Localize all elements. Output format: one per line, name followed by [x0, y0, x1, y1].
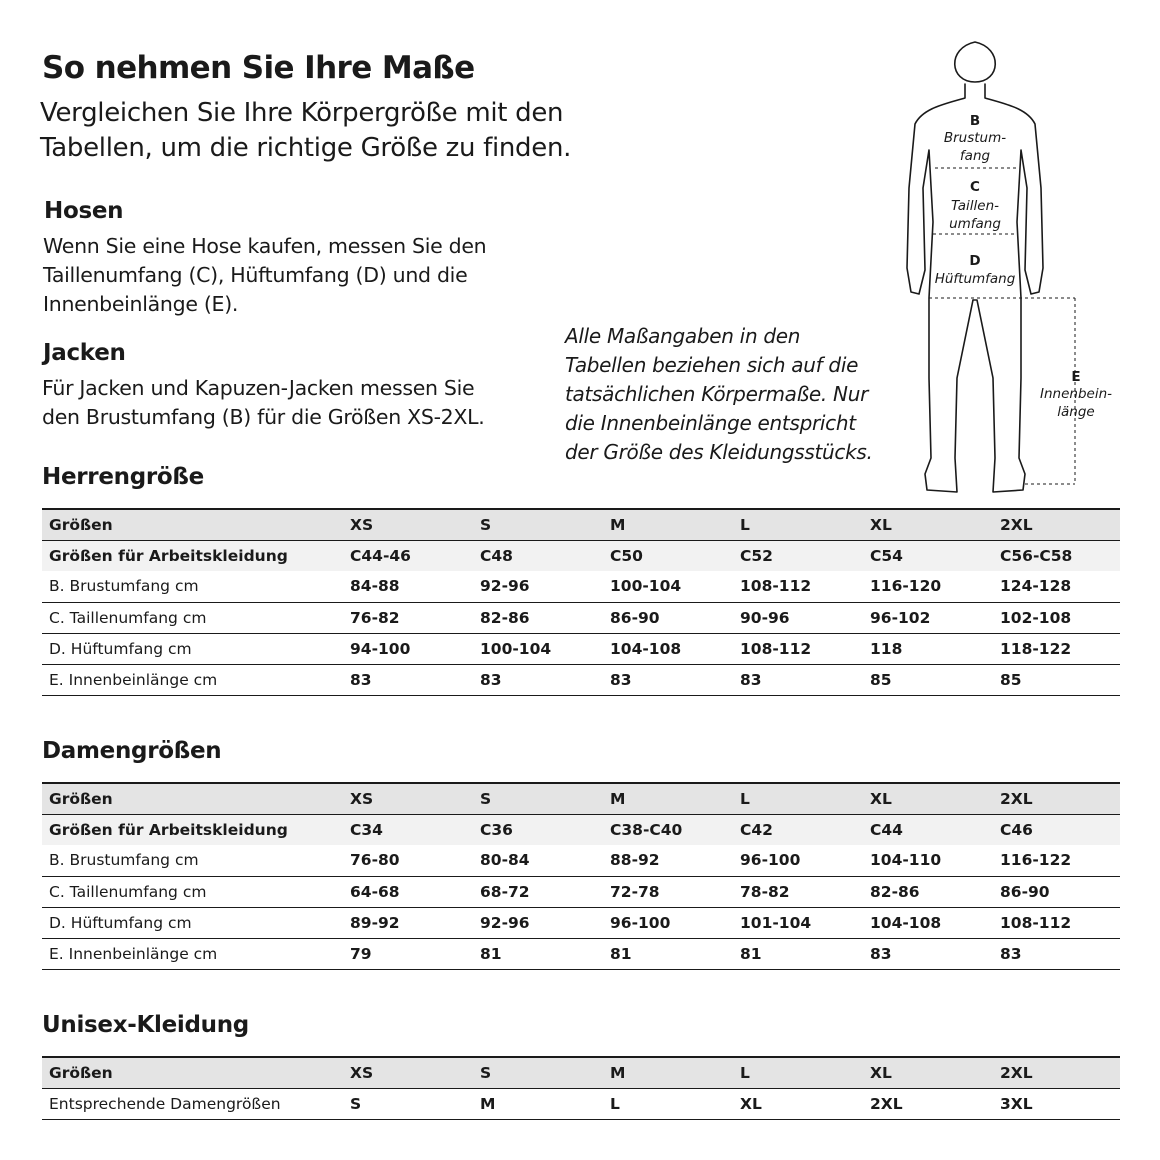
table-cell: M: [473, 1088, 603, 1119]
label-b-text: Brustum-: [943, 130, 1007, 146]
table-row: [42, 602, 1120, 633]
label-e-text: länge: [1057, 404, 1095, 420]
table-cell: 64-68: [343, 876, 473, 907]
table-cell: C46: [993, 814, 1120, 845]
table-cell: C44-46: [343, 540, 473, 571]
table-cell: 102-108: [993, 602, 1120, 633]
pants-line: Wenn Sie eine Hose kaufen, messen Sie den: [43, 234, 487, 258]
table-cell: XS: [343, 509, 473, 540]
table-cell: C52: [733, 540, 863, 571]
table-cell: 124-128: [993, 571, 1120, 602]
men-size-table: [42, 508, 1120, 696]
table-cell: 100-104: [473, 633, 603, 664]
table-row: [42, 876, 1120, 907]
table-row: [42, 1088, 1120, 1119]
row-label: Größen: [42, 1057, 343, 1088]
table-cell: 92-96: [473, 571, 603, 602]
row-label: Größen für Arbeitskleidung: [42, 540, 343, 571]
row-label: E. Innenbeinlänge cm: [42, 938, 343, 969]
note-line: der Größe des Kleidungsstücks.: [565, 440, 873, 464]
label-d-letter: D: [969, 253, 981, 269]
table-cell: 81: [473, 938, 603, 969]
note-line: tatsächlichen Körpermaße. Nur: [565, 382, 869, 406]
table-cell: S: [473, 509, 603, 540]
table-cell: C38-C40: [603, 814, 733, 845]
body-measurement-figure: [895, 38, 1135, 500]
table-cell: M: [603, 509, 733, 540]
table-cell: 80-84: [473, 845, 603, 876]
table-cell: XL: [863, 1057, 993, 1088]
table-cell: 83: [733, 664, 863, 695]
table-row: [42, 907, 1120, 938]
table-cell: 104-108: [603, 633, 733, 664]
table-cell: S: [473, 783, 603, 814]
pants-description: [43, 232, 563, 319]
table-cell: 94-100: [343, 633, 473, 664]
table-cell: C44: [863, 814, 993, 845]
table-cell: 81: [603, 938, 733, 969]
table-cell: 89-92: [343, 907, 473, 938]
table-cell: C36: [473, 814, 603, 845]
subtitle-line: Vergleichen Sie Ihre Körpergröße mit den: [40, 98, 564, 128]
table-cell: 2XL: [863, 1088, 993, 1119]
table-cell: 83: [993, 938, 1120, 969]
table-cell: 82-86: [863, 876, 993, 907]
table-cell: 3XL: [993, 1088, 1120, 1119]
table-row: [42, 938, 1120, 969]
label-b-text: fang: [959, 148, 991, 164]
label-c-text: umfang: [949, 216, 1001, 232]
subtitle-line: Tabellen, um die richtige Größe zu finden.: [40, 133, 572, 163]
table-cell: S: [473, 1057, 603, 1088]
table-cell: 104-108: [863, 907, 993, 938]
table-cell: C48: [473, 540, 603, 571]
table-cell: 108-112: [993, 907, 1120, 938]
table-cell: L: [603, 1088, 733, 1119]
table-cell: 90-96: [733, 602, 863, 633]
row-label: D. Hüftumfang cm: [42, 633, 343, 664]
table-row: [42, 664, 1120, 695]
row-label: Größen für Arbeitskleidung: [42, 814, 343, 845]
table-cell: XL: [863, 509, 993, 540]
jackets-heading: Jacken: [43, 340, 126, 366]
table-cell: 116-122: [993, 845, 1120, 876]
row-label: B. Brustumfang cm: [42, 571, 343, 602]
table-cell: L: [733, 509, 863, 540]
table-cell: C50: [603, 540, 733, 571]
note-line: Tabellen beziehen sich auf die: [565, 353, 859, 377]
table-cell: M: [603, 1057, 733, 1088]
table-cell: 86-90: [993, 876, 1120, 907]
table-cell: XL: [733, 1088, 863, 1119]
table-cell: 76-80: [343, 845, 473, 876]
label-d-text: Hüftumfang: [934, 271, 1016, 287]
table-row: [42, 845, 1120, 876]
table-cell: 96-100: [603, 907, 733, 938]
men-table-title: Herrengröße: [42, 464, 204, 490]
table-header-row: [42, 783, 1120, 814]
table-cell: XL: [863, 783, 993, 814]
row-label: C. Taillenumfang cm: [42, 602, 343, 633]
table-cell: 78-82: [733, 876, 863, 907]
table-cell: 96-102: [863, 602, 993, 633]
table-cell: 118: [863, 633, 993, 664]
table-cell: 96-100: [733, 845, 863, 876]
table-cell: 83: [863, 938, 993, 969]
table-cell: 83: [603, 664, 733, 695]
label-e-letter: E: [1071, 369, 1081, 385]
table-cell: C42: [733, 814, 863, 845]
label-c-letter: C: [970, 179, 980, 195]
table-cell: 101-104: [733, 907, 863, 938]
table-cell: M: [603, 783, 733, 814]
row-label: Entsprechende Damengrößen: [42, 1088, 343, 1119]
table-cell: C54: [863, 540, 993, 571]
table-cell: 88-92: [603, 845, 733, 876]
measurement-note: [565, 322, 895, 467]
pants-heading: Hosen: [44, 198, 124, 224]
pants-line: Taillenumfang (C), Hüftumfang (D) und die: [43, 263, 468, 287]
table-cell: L: [733, 1057, 863, 1088]
row-label: C. Taillenumfang cm: [42, 876, 343, 907]
workwear-size-row: [42, 814, 1120, 845]
table-cell: 2XL: [993, 783, 1120, 814]
note-line: Alle Maßangaben in den: [565, 324, 801, 348]
pants-line: Innenbeinlänge (E).: [43, 292, 239, 316]
row-label: Größen: [42, 509, 343, 540]
women-size-table: [42, 782, 1120, 970]
table-cell: 108-112: [733, 571, 863, 602]
label-e-text: Innenbein-: [1039, 386, 1113, 402]
table-cell: 100-104: [603, 571, 733, 602]
jackets-description: [42, 374, 562, 432]
table-cell: XS: [343, 1057, 473, 1088]
table-cell: 86-90: [603, 602, 733, 633]
table-cell: 68-72: [473, 876, 603, 907]
table-cell: 104-110: [863, 845, 993, 876]
table-row: [42, 571, 1120, 602]
table-cell: 83: [343, 664, 473, 695]
row-label: E. Innenbeinlänge cm: [42, 664, 343, 695]
unisex-table-title: Unisex-Kleidung: [42, 1012, 249, 1038]
table-cell: L: [733, 783, 863, 814]
table-cell: 84-88: [343, 571, 473, 602]
table-row: [42, 633, 1120, 664]
table-cell: 85: [993, 664, 1120, 695]
label-b-letter: B: [969, 113, 981, 129]
table-cell: 116-120: [863, 571, 993, 602]
table-cell: 82-86: [473, 602, 603, 633]
unisex-size-table: [42, 1056, 1120, 1120]
page-subtitle: [40, 96, 640, 166]
note-line: die Innenbeinlänge entspricht: [565, 411, 856, 435]
row-label: D. Hüftumfang cm: [42, 907, 343, 938]
table-cell: 79: [343, 938, 473, 969]
row-label: B. Brustumfang cm: [42, 845, 343, 876]
table-cell: C56-C58: [993, 540, 1120, 571]
table-cell: 118-122: [993, 633, 1120, 664]
table-cell: 85: [863, 664, 993, 695]
workwear-size-row: [42, 540, 1120, 571]
table-cell: S: [343, 1088, 473, 1119]
table-cell: 92-96: [473, 907, 603, 938]
page-title: So nehmen Sie Ihre Maße: [42, 50, 475, 86]
table-header-row: [42, 509, 1120, 540]
table-cell: 108-112: [733, 633, 863, 664]
table-cell: 81: [733, 938, 863, 969]
table-cell: 2XL: [993, 509, 1120, 540]
women-table-title: Damengrößen: [42, 738, 222, 764]
table-cell: 72-78: [603, 876, 733, 907]
table-cell: XS: [343, 783, 473, 814]
table-header-row: [42, 1057, 1120, 1088]
jackets-line: Für Jacken und Kapuzen-Jacken messen Sie: [42, 376, 475, 400]
jackets-line: den Brustumfang (B) für die Größen XS-2XL.: [42, 405, 485, 429]
table-cell: C34: [343, 814, 473, 845]
table-cell: 83: [473, 664, 603, 695]
row-label: Größen: [42, 783, 343, 814]
table-cell: 76-82: [343, 602, 473, 633]
label-c-text: Taillen-: [950, 198, 1000, 214]
table-cell: 2XL: [993, 1057, 1120, 1088]
